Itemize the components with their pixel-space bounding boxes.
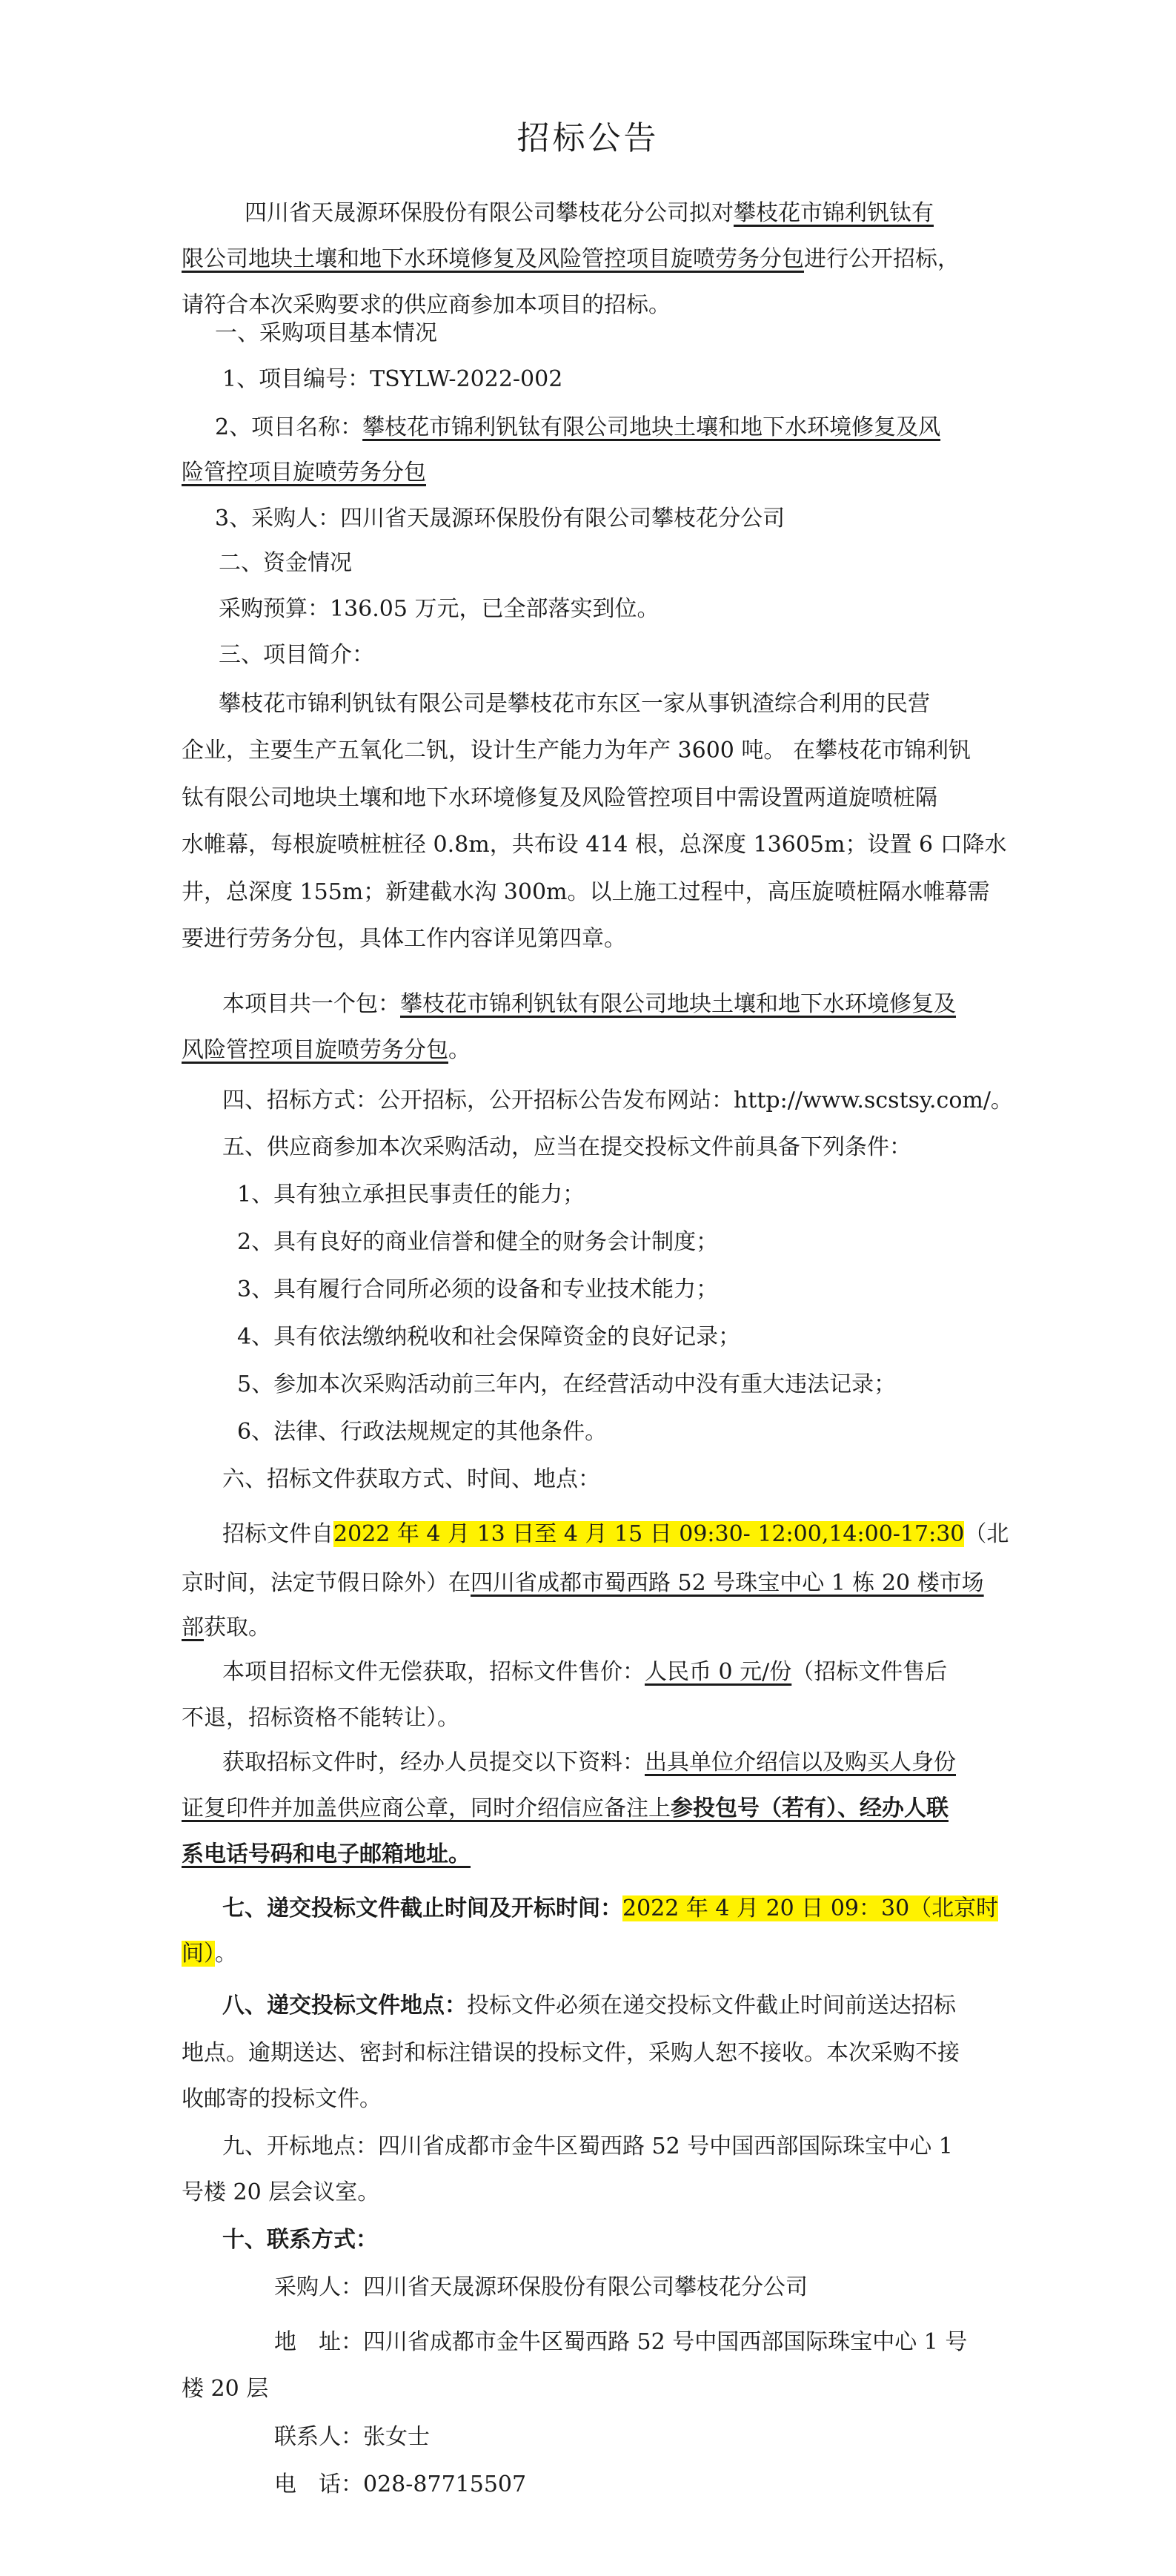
intro-para-line-5: 井，总深度 155m；新建截水沟 300m。以上施工过程中，高压旋喷桩隔水帷幕需 bbox=[182, 879, 990, 905]
section-8-line-1: 八、递交投标文件地点：投标文件必须在递交投标文件截止时间前送达招标 bbox=[222, 1993, 956, 2019]
section-6-heading: 六、招标文件获取方式、时间、地点： bbox=[222, 1466, 600, 1492]
doc-materials-line-2: 证复印件并加盖供应商公章，同时介绍信应备注上参投包号（若有）、经办人联 bbox=[182, 1795, 949, 1821]
project-name-cont: 限公司地块土壤和地下水环境修复及风险管控项目旋喷劳务分包 bbox=[182, 246, 804, 272]
intro-line-3: 请符合本次采购要求的供应商参加本项目的招标。 bbox=[182, 292, 671, 318]
intro-para-line-4: 水帷幕，每根旋喷桩桩径 0.8m，共布设 414 根，总深度 13605m；设置 6 口降水 bbox=[182, 832, 1007, 858]
section-9-line-2: 号楼 20 层会议室。 bbox=[182, 2179, 380, 2205]
section-8-line-2: 地点。逾期送达、密封和标注错误的投标文件，采购人恕不接收。本次采购不接 bbox=[182, 2040, 960, 2066]
section-9-line-1: 九、开标地点：四川省成都市金牛区蜀西路 52 号中国西部国际珠宝中心 1 bbox=[222, 2133, 953, 2159]
contact-phone: 电 话：028-87715507 bbox=[274, 2471, 527, 2497]
doc-price: 人民币 0 元/份 bbox=[645, 1659, 792, 1685]
intro-para-line-3: 钛有限公司地块土壤和地下水环境修复及风险管控项目中需设置两道旋喷桩隔 bbox=[182, 785, 937, 811]
requirement-item-4: 4、具有依法缴纳税收和社会保障资金的良好记录； bbox=[237, 1324, 741, 1350]
intro-line-1: 四川省天晟源环保股份有限公司攀枝花分公司拟对攀枝花市锦利钒钛有 bbox=[245, 200, 934, 226]
section-5-heading: 五、供应商参加本次采购活动，应当在提交投标文件前具备下列条件： bbox=[222, 1134, 911, 1160]
requirement-item-6: 6、法律、行政法规规定的其他条件。 bbox=[237, 1419, 608, 1445]
section-3-heading: 三、项目简介： bbox=[219, 642, 374, 668]
doc-materials-line-1: 获取招标文件时，经办人员提交以下资料：出具单位介绍信以及购买人身份 bbox=[222, 1749, 956, 1775]
section-7-line-1: 七、递交投标文件截止时间及开标时间：2022 年 4 月 20 日 09：30（北京时 bbox=[222, 1895, 999, 1921]
project-title-line-2: 险管控项目旋喷劳务分包 bbox=[182, 460, 426, 486]
section-1-heading: 一、采购项目基本情况 bbox=[215, 320, 437, 346]
intro-para-line-1: 攀枝花市锦利钒钛有限公司是攀枝花市东区一家从事钒渣综合利用的民营 bbox=[219, 691, 930, 717]
doc-price-line-1: 本项目招标文件无偿获取，招标文件售价：人民币 0 元/份（招标文件售后 bbox=[222, 1659, 948, 1685]
requirement-item-2: 2、具有良好的商业信誉和健全的财务会计制度； bbox=[237, 1229, 719, 1255]
contact-address-line-1: 地 址：四川省成都市金牛区蜀西路 52 号中国西部国际珠宝中心 1 号 bbox=[274, 2329, 968, 2355]
page-title: 招标公告 bbox=[516, 119, 660, 157]
highlighted-time: 2022 年 4 月 13 日至 4 月 15 日 09:30- 12:00,14:00-17:30 bbox=[333, 1521, 965, 1547]
requirement-item-1: 1、具有独立承担民事责任的能力； bbox=[237, 1182, 585, 1208]
package-line-2: 风险管控项目旋喷劳务分包。 bbox=[182, 1037, 471, 1063]
deadline-time: 2022 年 4 月 20 日 09：30（北京时 bbox=[622, 1895, 999, 1921]
contact-address-line-2: 楼 20 层 bbox=[182, 2376, 269, 2402]
doc-time-line-1: 招标文件自2022 年 4 月 13 日至 4 月 15 日 09:30- 12:00,14:00-17:30（北 bbox=[222, 1521, 1009, 1547]
doc-materials-line-3: 系电话号码和电子邮箱地址。 bbox=[182, 1841, 471, 1867]
intro-para-line-2: 企业，主要生产五氧化二钒，设计生产能力为年产 3600 吨。 在攀枝花市锦利钒 bbox=[182, 738, 971, 764]
project-title-line-1: 2、项目名称：攀枝花市锦利钒钛有限公司地块土壤和地下水环境修复及风 bbox=[215, 414, 941, 440]
section-10-heading: 十、联系方式： bbox=[222, 2227, 378, 2253]
project-number: 1、项目编号：TSYLW-2022-002 bbox=[222, 366, 563, 392]
contact-buyer: 采购人：四川省天晟源环保股份有限公司攀枝花分公司 bbox=[274, 2274, 808, 2300]
budget-line: 采购预算：136.05 万元，已全部落实到位。 bbox=[219, 596, 660, 622]
doc-price-line-2: 不退，招标资格不能转让）。 bbox=[182, 1705, 459, 1731]
package-line-1: 本项目共一个包：攀枝花市锦利钒钛有限公司地块土壤和地下水环境修复及 bbox=[222, 991, 956, 1017]
requirement-item-3: 3、具有履行合同所必须的设备和专业技术能力； bbox=[237, 1277, 719, 1302]
requirement-item-5: 5、参加本次采购活动前三年内，在经营活动中没有重大违法记录； bbox=[237, 1371, 897, 1397]
section-4-method: 四、招标方式：公开招标，公开招标公告发布网站：http://www.scstsy.com/。 bbox=[222, 1087, 1013, 1113]
section-7-line-2: 间）。 bbox=[182, 1941, 237, 1967]
section-2-heading: 二、资金情况 bbox=[219, 550, 352, 576]
project-name: 攀枝花市锦利钒钛有 bbox=[734, 200, 934, 226]
buyer-line: 3、采购人：四川省天晟源环保股份有限公司攀枝花分公司 bbox=[215, 506, 785, 532]
doc-time-line-2: 京时间，法定节假日除外）在四川省成都市蜀西路 52 号珠宝中心 1 栋 20 楼市场 bbox=[182, 1570, 984, 1596]
intro-para-line-6: 要进行劳务分包，具体工作内容详见第四章。 bbox=[182, 926, 626, 952]
contact-person: 联系人：张女士 bbox=[274, 2424, 430, 2450]
doc-time-line-3: 部获取。 bbox=[182, 1615, 270, 1640]
intro-line-2: 限公司地块土壤和地下水环境修复及风险管控项目旋喷劳务分包进行公开招标， bbox=[182, 246, 960, 272]
section-8-line-3: 收邮寄的投标文件。 bbox=[182, 2086, 382, 2112]
